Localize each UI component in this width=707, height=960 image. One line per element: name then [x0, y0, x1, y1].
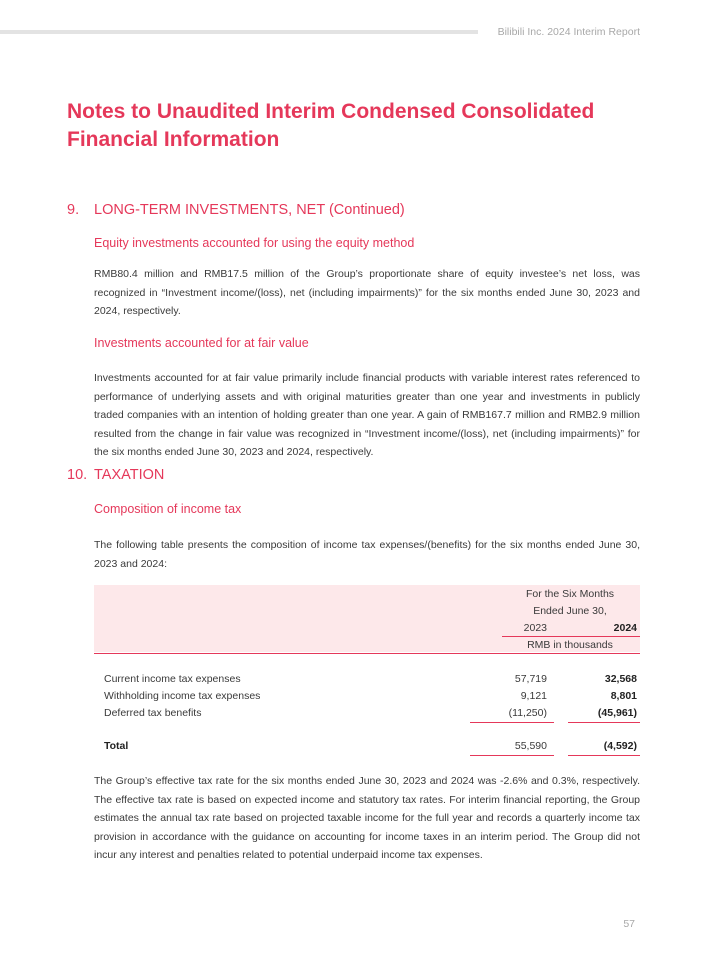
table-total-label: Total — [104, 740, 129, 752]
table-header-unit: RMB in thousands — [527, 639, 613, 651]
fair-value-heading: Investments accounted for at fair value — [94, 336, 309, 350]
section-10-heading — [67, 467, 164, 483]
section-10-number: 10. — [67, 467, 88, 483]
header-rule — [0, 30, 478, 34]
table-header-2024: 2024 — [613, 622, 637, 634]
composition-heading: Composition of income tax — [94, 502, 242, 516]
page-title — [67, 98, 667, 154]
table-cell-2023: 9,121 — [520, 690, 547, 702]
table-cell-2024: (45,961) — [597, 707, 637, 719]
page-title-line-1: Notes to Unaudited Interim Condensed Consolidated — [67, 100, 595, 123]
total-rule-2023 — [470, 755, 554, 756]
table-header-bottom-rule — [94, 653, 640, 654]
composition-intro: The following table presents the composition of income tax expenses/(benefits) for the six months ended June 30, 2023 and 2024: — [94, 539, 640, 570]
table-cell-2024: 8,801 — [610, 690, 637, 702]
equity-method-paragraph: RMB80.4 million and RMB17.5 million of the Group’s proportionate share of equity investee’s net loss, was recognized in “Investment income/(loss), net (including impairments)” for the six months ended June 30, 2023 and 2024, respectively. — [94, 268, 640, 317]
table-header-2023: 2023 — [523, 622, 547, 634]
subtotal-rule-2024 — [568, 722, 640, 723]
page-number: 57 — [623, 918, 635, 930]
table-row-label: Current income tax expenses — [104, 673, 241, 685]
table-total-2024: (4,592) — [603, 740, 637, 752]
table-header-period: For the Six Months — [525, 588, 615, 600]
section-10-title: TAXATION — [94, 467, 165, 483]
section-9-number: 9. — [67, 202, 80, 218]
table-header-rule — [502, 636, 640, 637]
report-title: Bilibili Inc. 2024 Interim Report — [497, 26, 640, 38]
page-title-line-2: Financial Information — [67, 128, 280, 151]
effective-tax-rate-paragraph: The Group’s effective tax rate for the six months ended June 30, 2023 and 2024 was -2.6% and 0.3%, respectively. The effective tax rate is based on expected income and statutory tax rates. For interim financial reporting, the Group estimates the annual tax rate based on projected taxable income for the full year and records a quarterly income tax provision in accordance with the guidance on accounting for income taxes in an interim period. The Group did not incur any interest and penalties related to potential underpaid income tax expenses. — [94, 775, 640, 861]
table-row-label: Withholding income tax expenses — [104, 690, 261, 702]
subtotal-rule-2023 — [470, 722, 554, 723]
equity-method-heading: Equity investments accounted for using the equity method — [94, 236, 415, 250]
table-cell-2023: 57,719 — [514, 673, 547, 685]
section-9-heading — [67, 202, 405, 218]
table-cell-2024: 32,568 — [604, 673, 637, 685]
total-rule-2024 — [568, 755, 640, 756]
table-row-label: Deferred tax benefits — [104, 707, 202, 719]
table-cell-2023: (11,250) — [508, 707, 547, 719]
fair-value-paragraph: Investments accounted for at fair value primarily include financial products with variable interest rates referenced to performance of underlying assets and with original maturities greater than one year and investments in publicly traded companies with an intention of holding greater than one year. A gain of RMB167.7 million and RMB2.9 million resulted from the change in fair value was recognized in “Investment income/(loss), net (including impairments)” for the six months ended June 30, 2023 and 2024, respectively. — [94, 372, 640, 458]
table-header-ended: Ended June 30, — [533, 605, 607, 617]
table-total-2023: 55,590 — [514, 740, 547, 752]
section-9-title: LONG-TERM INVESTMENTS, NET (Continued) — [94, 202, 405, 218]
